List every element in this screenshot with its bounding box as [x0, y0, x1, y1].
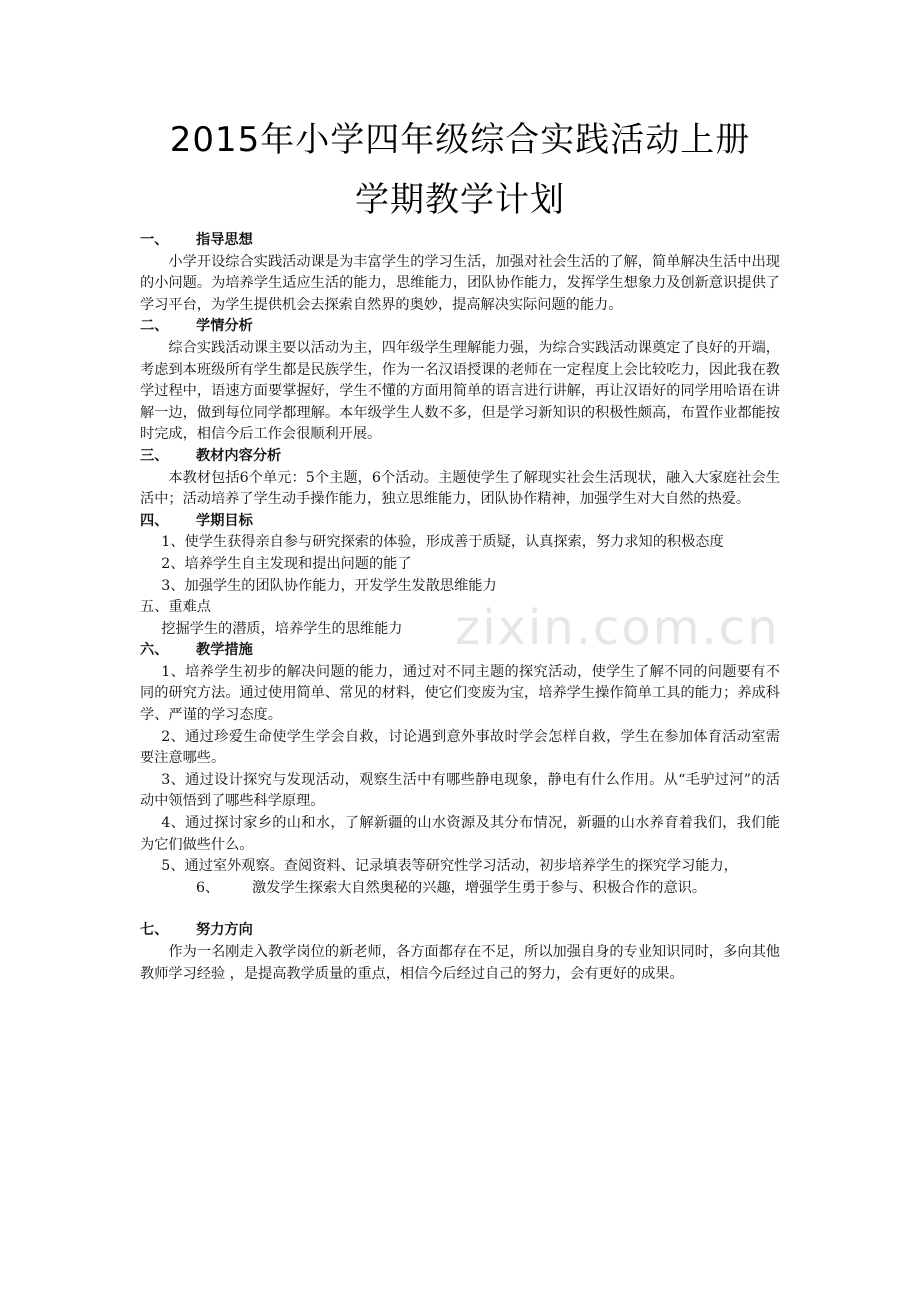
section-heading: 七、 努力方向 [140, 922, 253, 939]
list-item: 6、 激发学生探索大自然奥秘的兴趣，增强学生勇于参与、积极合作的意识。 [196, 879, 707, 896]
paragraph: 作为一名刚走入教学岗位的新老师，各方面都存在不足，所以加强自身的专业知识同时，多向其他教师学习经验 ，是提高教学质量的重点，相信今后经过自己的努力，会有更好的成果。 [140, 944, 780, 982]
document-body [140, 230, 780, 985]
list-item: 1、培养学生初步的解决问题的能力，通过对不同主题的探究活动，使学生了解不同的问题要有不同的研究方法。通过使用简单、常见的材料，使它们变废为宝，培养学生操作简单工具的能力；养成科学、严谨的学习态度。 [140, 663, 780, 724]
watermark: zixin.com.cn [455, 600, 780, 656]
section-heading: 一、 指导思想 [140, 232, 253, 248]
list-item: 2、通过珍爱生命使学生学会自救，讨论遇到意外事故时学会怎样自救，学生在参加体育活动室需要注意哪些。 [140, 728, 780, 767]
paragraph: 综合实践活动课主要以活动为主，四年级学生理解能力强，为综合实践活动课奠定了良好的开端，考虑到本班级所有学生都是民族学生，作为一名汉语授课的老师在一定程度上会比较吃力，因此我在教学过程中，语速方面要掌握好，学生不懂的方面用简单的语言进行讲解，再让汉语好的同学用哈语在讲解一边，做到每位同学都理解。本年级学生人数不多，但是学习新知识的积极性颇高，布置作业都能按时完成，相信今后工作会很顺利开展。 [140, 339, 780, 443]
section-heading: 五、重难点 [140, 599, 211, 616]
section-heading: 四、 学期目标 [140, 512, 253, 529]
document-title-line2: 学期教学计划 [355, 180, 565, 220]
section-heading: 三、 教材内容分析 [140, 447, 282, 464]
list-item: 3、加强学生的团队协作能力，开发学生发散思维能力 [161, 577, 497, 594]
document-title-line1: 2015年小学四年级综合实践活动上册 [169, 120, 751, 160]
paragraph: 本教材包括6个单元：5个主题，6个活动。主题使学生了解现实社会生活现状，融入大家庭社会生活中；活动培养了学生动手操作能力，独立思维能力，团队协作精神，加强学生对大自然的热爱。 [140, 469, 780, 508]
list-item: 1、使学生获得亲自参与研究探索的体验，形成善于质疑，认真探索，努力求知的积极态度 [161, 534, 724, 551]
list-item: 2、培养学生自主发现和提出问题的能了 [161, 555, 412, 572]
section-heading: 六、 教学措施 [140, 642, 253, 659]
spacer [140, 899, 780, 920]
list-item: 3、通过设计探究与发现活动，观察生活中有哪些静电现象，静电有什么作用。从“毛驴过河”的活动中领悟到了哪些科学原理。 [140, 771, 780, 810]
list-item: 5、通过室外观察。查阅资料、记录填表等研究性学习活动，初步培养学生的探究学习能力， [161, 858, 738, 875]
section-heading: 二、 学情分析 [140, 318, 253, 335]
list-item: 挖掘学生的潜质，培养学生的思维能力 [161, 620, 403, 637]
paragraph: 小学开设综合实践活动课是为丰富学生的学习生活，加强对社会生活的了解，简单解决生活中出现的小问题。为培养学生适应生活的能力，思维能力，团队协作能力，发挥学生想象力及创新意识提供了学习平台，为学生提供机会去探索自然界的奥妙，提高解决实际问题的能力。 [140, 253, 780, 313]
list-item: 4、通过探讨家乡的山和水，了解新疆的山水资源及其分布情况，新疆的山水养育着我们，我们能为它们做些什么。 [140, 815, 780, 853]
